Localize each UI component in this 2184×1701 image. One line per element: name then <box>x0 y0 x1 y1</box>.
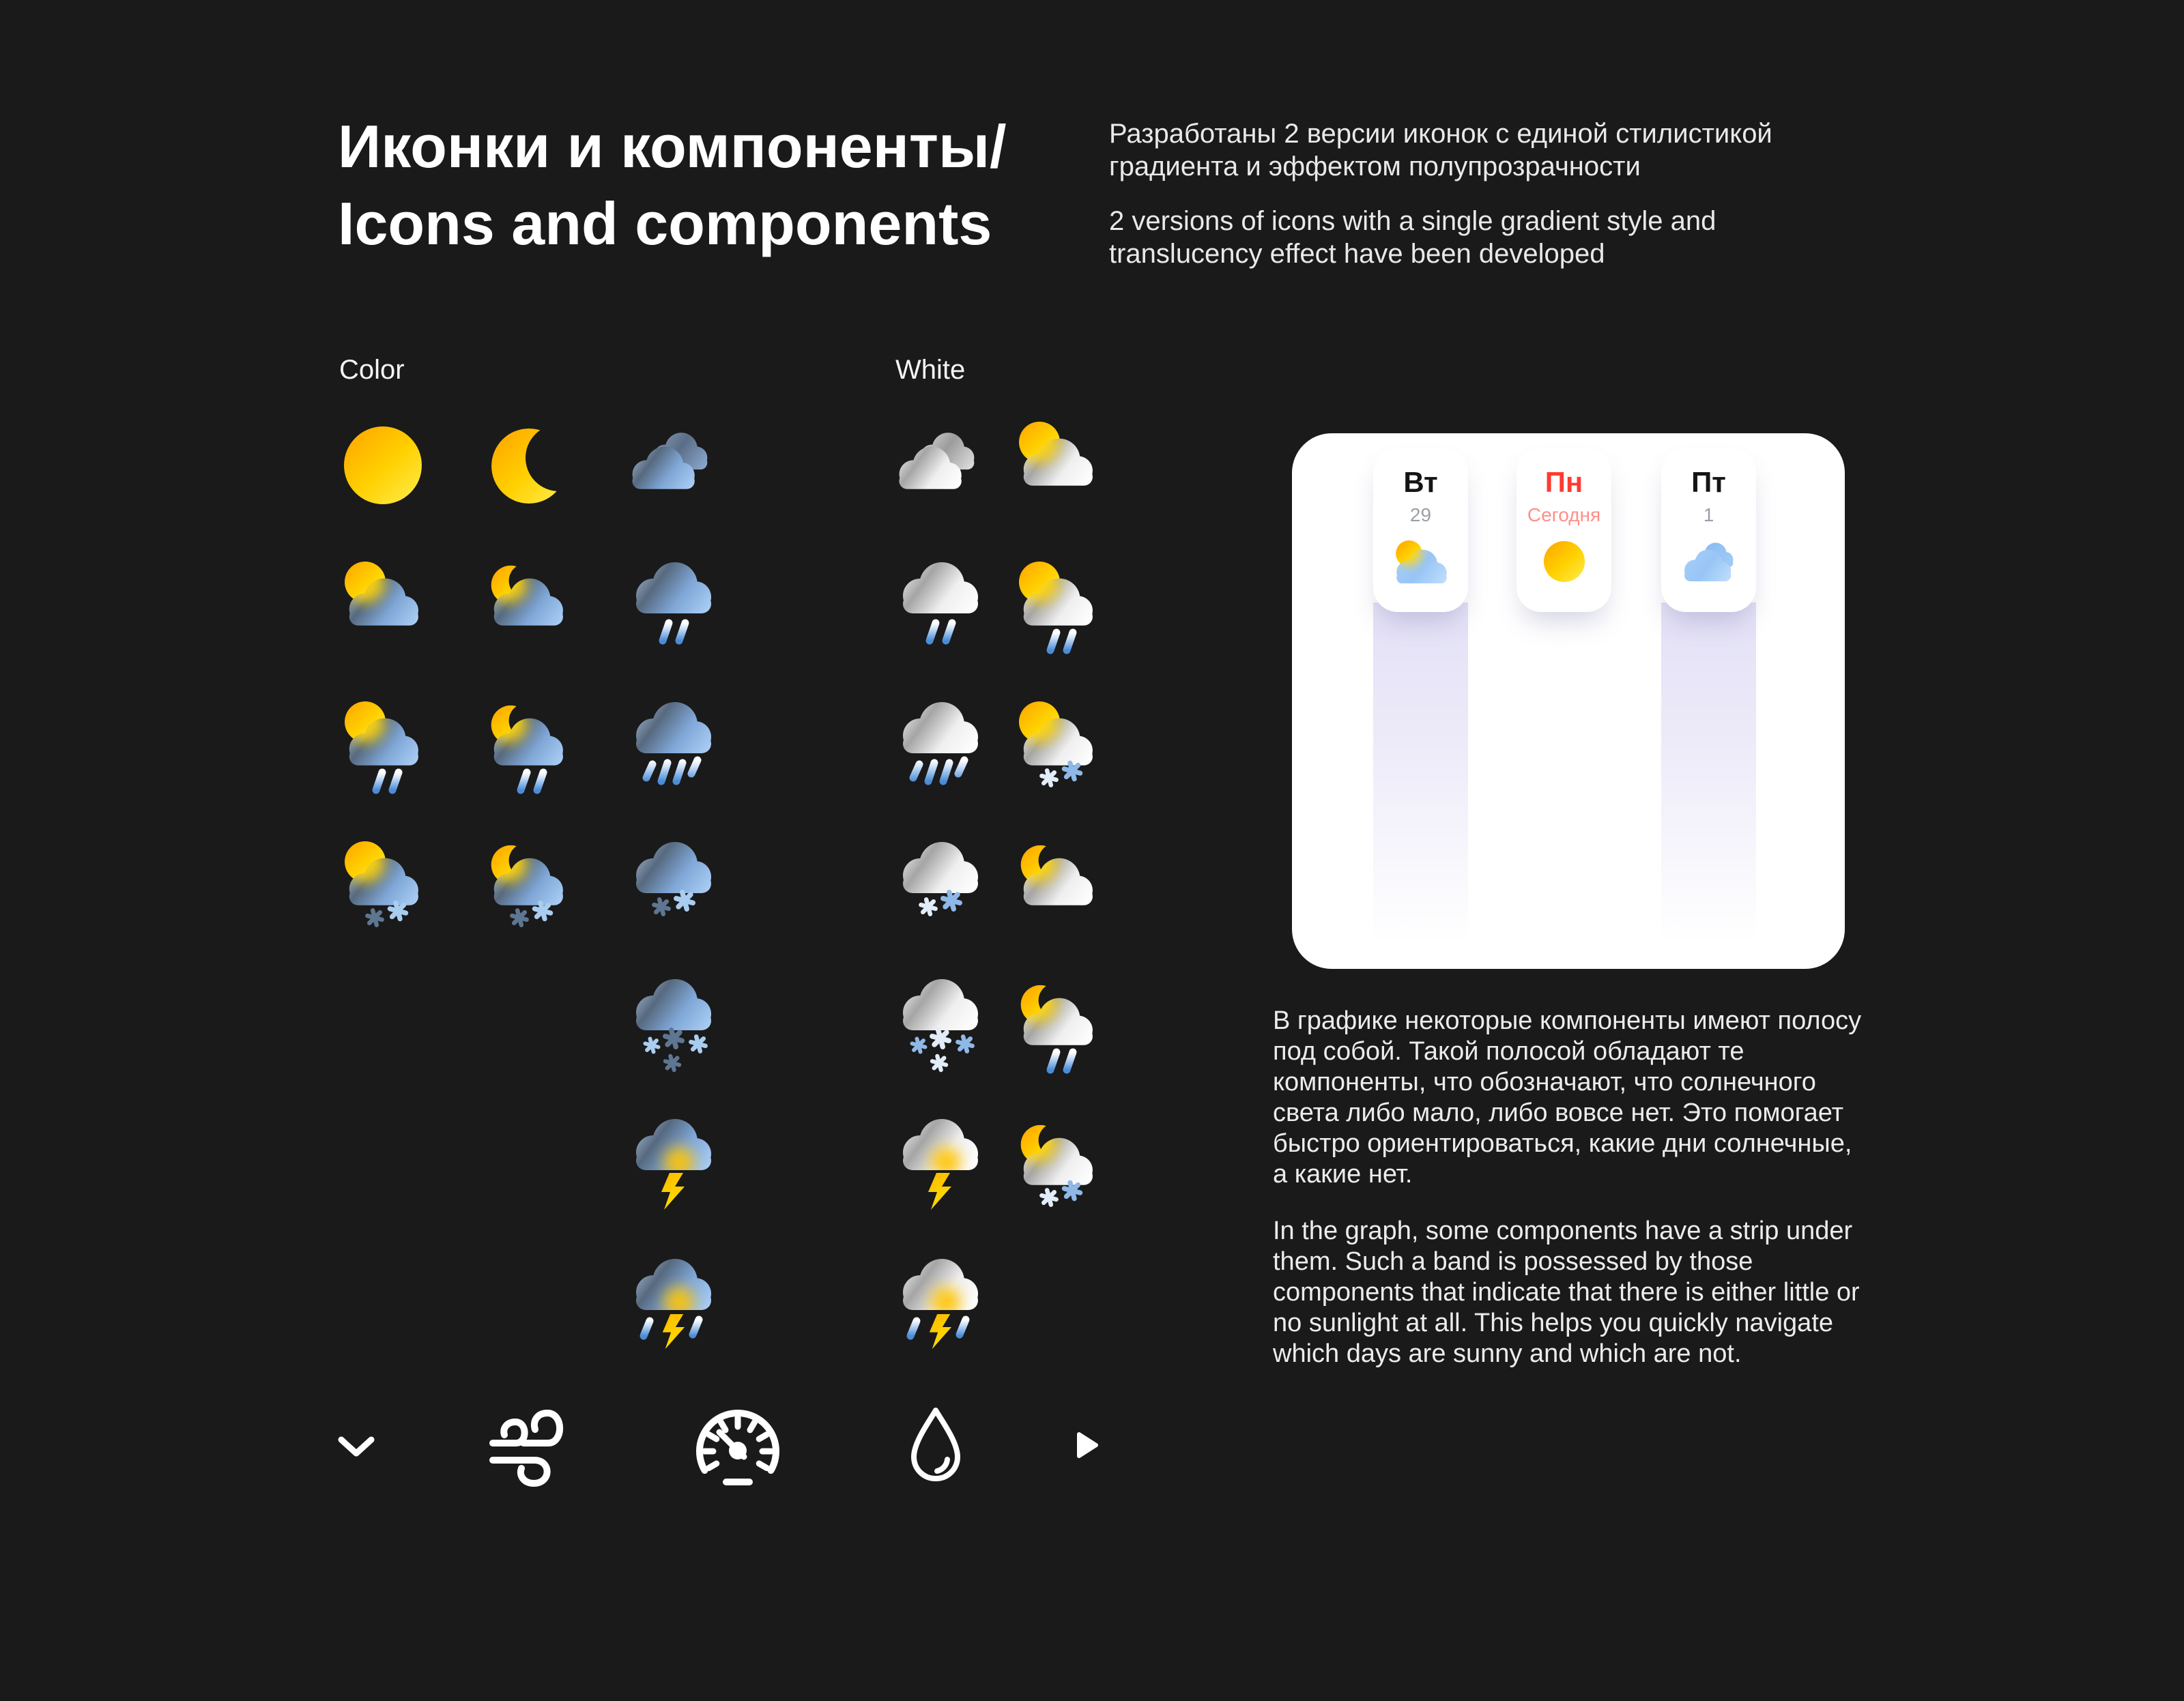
empty-cell <box>338 1116 433 1218</box>
cloud-lightning-rain-icon <box>894 1255 990 1358</box>
sun-cloud-icon <box>1373 540 1468 587</box>
sun-cloud-icon <box>338 556 433 658</box>
page-title <box>338 108 1007 262</box>
empty-cell <box>338 976 433 1078</box>
clouds-icon <box>627 416 723 519</box>
notes <box>1273 1006 1865 1369</box>
description-ru: Разработаны 2 версии иконок с единой стилистикой градиента и эффектом полупрозрачности <box>1109 119 1772 181</box>
moon-cloud-rain-icon <box>1012 976 1108 1078</box>
cloud-snow-heavy-icon <box>894 976 990 1078</box>
description-en: 2 versions of icons with a single gradient style and translucency effect have been developed <box>1109 206 1716 269</box>
cloud-snow-icon <box>894 836 990 938</box>
moon-icon <box>483 416 578 519</box>
empty-cell <box>483 976 578 1078</box>
weather-card <box>1292 433 1845 969</box>
sunlight-strip <box>1661 602 1756 942</box>
cloud-snow-heavy-icon <box>627 976 723 1078</box>
sunlight-strip <box>1373 602 1468 942</box>
empty-cell <box>338 1255 433 1358</box>
cloud-lightning-icon <box>894 1116 990 1218</box>
date-label: 29 <box>1409 504 1432 525</box>
day-chip-Вт[interactable] <box>1373 448 1468 612</box>
sun-cloud-rain-icon <box>338 696 433 798</box>
cloud-lightning-icon <box>627 1116 723 1218</box>
cloud-rain-icon <box>894 556 990 658</box>
empty-cell <box>483 1255 578 1358</box>
day-chip-Пт[interactable] <box>1661 448 1756 612</box>
sun-cloud-icon <box>1012 416 1108 519</box>
wind-icon[interactable] <box>489 1404 577 1487</box>
moon-cloud-icon <box>483 556 578 658</box>
moon-cloud-icon <box>1012 836 1108 938</box>
white-icon-grid <box>894 416 1108 1358</box>
page-title-line-ru: Иконки и компоненты/ <box>338 113 1007 180</box>
cloud-snow-icon <box>627 836 723 938</box>
day-label: Пн <box>1544 466 1583 498</box>
day-label: Вт <box>1403 466 1438 498</box>
chevron-down-icon[interactable] <box>337 1436 375 1457</box>
white-section-label: White <box>895 355 966 385</box>
moon-cloud-snow-icon <box>1012 1116 1108 1218</box>
sun-icon <box>338 416 433 519</box>
play-icon[interactable] <box>1076 1431 1099 1459</box>
header-description <box>1109 117 1873 270</box>
empty-cell <box>483 1116 578 1218</box>
date-label: 1 <box>1703 504 1714 525</box>
moon-cloud-rain-icon <box>483 696 578 798</box>
page-title-line-en: Icons and components <box>338 190 992 257</box>
cloud-rain-heavy-icon <box>627 696 723 798</box>
color-icon-grid <box>338 416 723 1358</box>
day-chip-Пн[interactable] <box>1517 448 1611 612</box>
cloud-lightning-rain-icon <box>627 1255 723 1358</box>
moon-cloud-snow-icon <box>483 836 578 938</box>
gauge-icon[interactable] <box>685 1407 790 1487</box>
clouds-icon <box>894 416 990 519</box>
color-section-label: Color <box>339 355 405 385</box>
notes-en: In the graph, some components have a strip under them. Such a band is possessed by those components that indicate that there is either little or no sunlight at all. This helps you quickly navigate which days are sunny and which are not. <box>1273 1217 1860 1368</box>
notes-ru: В графике некоторые компоненты имеют полосу под собой. Такой полосой обладают те компоненты, что обозначают, что солнечного света либо мало, либо вовсе нет. Это помогает быстро ориентироваться, какие дни солнечные, а какие нет. <box>1273 1006 1862 1189</box>
date-label: Сегодня <box>1527 504 1601 525</box>
cloud-rain-heavy-icon <box>894 696 990 798</box>
sun-cloud-snow-icon <box>1012 696 1108 798</box>
sun-icon <box>1517 540 1611 587</box>
sun-cloud-rain-icon <box>1012 556 1108 658</box>
day-label: Пт <box>1691 466 1726 498</box>
empty-cell <box>1012 1255 1108 1358</box>
clouds-icon <box>1661 540 1756 587</box>
cloud-rain-icon <box>627 556 723 658</box>
sun-cloud-snow-icon <box>338 836 433 938</box>
droplet-icon[interactable] <box>908 1406 964 1483</box>
